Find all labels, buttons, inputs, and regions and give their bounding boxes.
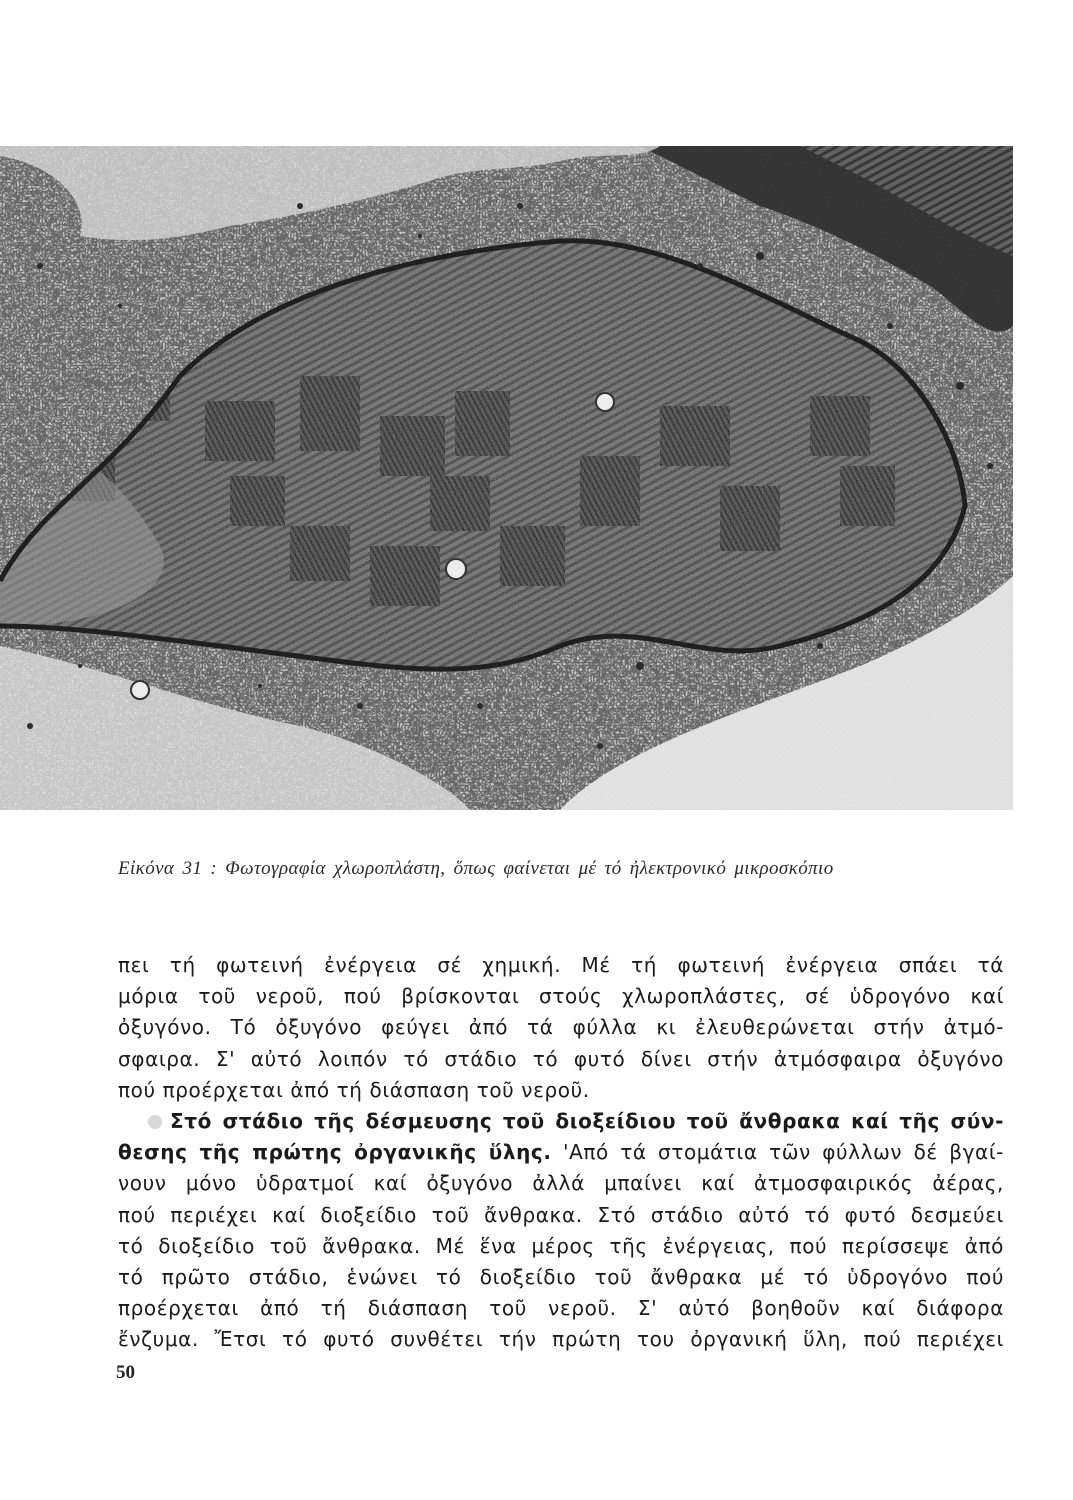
paragraph-line: τό διοξείδιο τοῦ ἄνθρακα. Μέ ἕνα μέρος τῆς ἐνέργειας, πού περίσσεψε ἀπό: [118, 1233, 1004, 1258]
section-heading-line: [118, 1106, 1004, 1137]
figure-caption: Εἰκόνα 31 : Φωτογραφία χλωροπλάστη, ὅπως φαίνεται μέ τό ἠλεκτρονικό μικροσκόπιο: [118, 858, 834, 879]
paragraph-line: νουν μόνο ὑδρατμοί καί ὀξυγόνο ἀλλά μπαίνει καί ἀτμοσφαιρικός ἀέρας,: [118, 1171, 1004, 1196]
paragraph-text: 'Από τά στομάτια τῶν φύλλων δέ βγαί-: [551, 1140, 1005, 1165]
paragraph-line: προέρχεται ἀπό τή διάσπαση τοῦ νεροῦ. Σ' αὐτό βοηθοῦν καί διάφορα: [118, 1296, 1004, 1321]
section-heading: Στό στάδιο τῆς δέσμευσης τοῦ διοξείδιου τοῦ ἄνθρακα καί τῆς σύν-: [170, 1108, 1004, 1133]
paragraph-line: ὀξυγόνο. Τό ὀξυγόνο φεύγει ἀπό τά φύλλα κι ἐλευθερώνεται στήν ἀτμό-: [118, 1015, 1004, 1040]
paragraph-line: πει τή φωτεινή ἐνέργεια σέ χημική. Μέ τή φωτεινή ἐνέργεια σπάει τά: [118, 953, 1004, 977]
paragraph-line: πού προέρχεται ἀπό τή διάσπαση τοῦ νεροῦ.: [118, 1077, 590, 1102]
paragraph-line: τό πρῶτο στάδιο, ἑνώνει τό διοξείδιο τοῦ ἄνθρακα μέ τό ὑδρογόνο πού: [118, 1264, 1004, 1289]
paragraph-line: σφαιρα. Σ' αὐτό λοιπόν τό στάδιο τό φυτό δίνει στήν ἀτμόσφαιρα ὀξυγόνο: [118, 1046, 1004, 1071]
page-number: 50: [116, 1362, 135, 1383]
section-heading-continued: θεσης τῆς πρώτης ὀργανικῆς ὕλης.: [118, 1140, 552, 1165]
paragraph-line: [118, 1137, 1004, 1168]
bullet-marker: [148, 1115, 162, 1129]
paragraph-line: μόρια τοῦ νεροῦ, πού βρίσκονται στούς χλωροπλάστες, σέ ὑδρογόνο καί: [118, 984, 1004, 1009]
body-text: [118, 950, 1004, 1355]
paragraph-line: ἔνζυμα. Ἔτσι τό φυτό συνθέτει τήν πρώτη του ὀργανική ὕλη, πού περιέχει: [118, 1327, 1004, 1352]
paragraph-line: πού περιέχει καί διοξείδιο τοῦ ἄνθρακα. Στό στάδιο αὐτό τό φυτό δεσμεύει: [118, 1202, 1004, 1227]
chloroplast-micrograph: [0, 146, 1013, 810]
